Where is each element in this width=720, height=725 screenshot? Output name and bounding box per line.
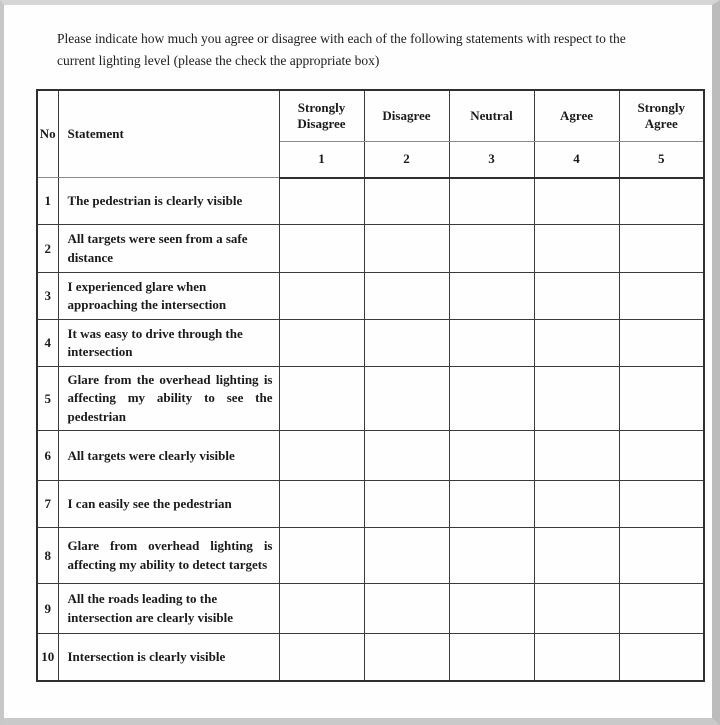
- rating-cell[interactable]: [279, 431, 364, 481]
- column-header-strongly-disagree: Strongly Disagree: [279, 90, 364, 142]
- rating-cell[interactable]: [449, 528, 534, 584]
- rating-cell[interactable]: [449, 178, 534, 225]
- row-number: 9: [37, 584, 58, 634]
- rating-cell[interactable]: [449, 481, 534, 528]
- rating-cell[interactable]: [364, 320, 449, 367]
- rating-cell[interactable]: [619, 481, 704, 528]
- rating-cell[interactable]: [279, 528, 364, 584]
- table-row: [37, 273, 704, 320]
- statement-text: Glare from overhead lighting is affecting my ability to detect targets: [58, 528, 279, 584]
- rating-cell[interactable]: [534, 225, 619, 273]
- statement-text: The pedestrian is clearly visible: [58, 178, 279, 225]
- scale-value-5: 5: [619, 142, 704, 178]
- rating-cell[interactable]: [619, 634, 704, 681]
- column-header-disagree: Disagree: [364, 90, 449, 142]
- rating-cell[interactable]: [619, 528, 704, 584]
- rating-cell[interactable]: [534, 634, 619, 681]
- table-row: [37, 367, 704, 431]
- rating-cell[interactable]: [364, 634, 449, 681]
- row-number: 3: [37, 273, 58, 320]
- statement-text: It was easy to drive through the intersection: [58, 320, 279, 367]
- rating-cell[interactable]: [279, 225, 364, 273]
- rating-cell[interactable]: [279, 178, 364, 225]
- rating-cell[interactable]: [449, 273, 534, 320]
- scale-value-1: 1: [279, 142, 364, 178]
- statement-text: Glare from the overhead lighting is affecting my ability to see the pedestrian: [58, 367, 279, 431]
- rating-cell[interactable]: [534, 273, 619, 320]
- rating-cell[interactable]: [279, 481, 364, 528]
- rating-cell[interactable]: [449, 320, 534, 367]
- rating-cell[interactable]: [619, 367, 704, 431]
- rating-cell[interactable]: [364, 273, 449, 320]
- rating-cell[interactable]: [364, 481, 449, 528]
- rating-cell[interactable]: [364, 225, 449, 273]
- statement-text: Intersection is clearly visible: [58, 634, 279, 681]
- rating-cell[interactable]: [534, 481, 619, 528]
- row-number: 2: [37, 225, 58, 273]
- statement-text: All targets were seen from a safe distance: [58, 225, 279, 273]
- rating-cell[interactable]: [279, 273, 364, 320]
- rating-cell[interactable]: [364, 431, 449, 481]
- table-row: [37, 320, 704, 367]
- rating-cell[interactable]: [279, 367, 364, 431]
- rating-cell[interactable]: [364, 178, 449, 225]
- rating-cell[interactable]: [534, 178, 619, 225]
- rating-cell[interactable]: [619, 225, 704, 273]
- table-row: [37, 481, 704, 528]
- instructions-text: Please indicate how much you agree or disagree with each of the following statements with respect to the current lighting level (please the check the appropriate box): [57, 31, 626, 69]
- row-number: 10: [37, 634, 58, 681]
- statement-text: All the roads leading to the intersection are clearly visible: [58, 584, 279, 634]
- rating-cell[interactable]: [534, 584, 619, 634]
- rating-cell[interactable]: [449, 367, 534, 431]
- statement-text: I can easily see the pedestrian: [58, 481, 279, 528]
- rating-cell[interactable]: [449, 634, 534, 681]
- rating-cell[interactable]: [534, 320, 619, 367]
- rating-cell[interactable]: [619, 431, 704, 481]
- table-row: [37, 634, 704, 681]
- rating-cell[interactable]: [364, 528, 449, 584]
- row-number: 4: [37, 320, 58, 367]
- likert-scale-table: [36, 89, 705, 682]
- rating-cell[interactable]: [534, 367, 619, 431]
- table-row: [37, 225, 704, 273]
- row-number: 8: [37, 528, 58, 584]
- rating-cell[interactable]: [619, 320, 704, 367]
- table-row: [37, 584, 704, 634]
- statement-text: I experienced glare when approaching the intersection: [58, 273, 279, 320]
- header-label-row: [37, 90, 704, 142]
- rating-cell[interactable]: [619, 178, 704, 225]
- scale-value-4: 4: [534, 142, 619, 178]
- column-header-no: No: [37, 90, 58, 178]
- rating-cell[interactable]: [364, 367, 449, 431]
- rating-cell[interactable]: [449, 431, 534, 481]
- rating-cell[interactable]: [449, 225, 534, 273]
- row-number: 6: [37, 431, 58, 481]
- row-number: 5: [37, 367, 58, 431]
- column-header-neutral: Neutral: [449, 90, 534, 142]
- rating-cell[interactable]: [534, 431, 619, 481]
- table-row: [37, 431, 704, 481]
- rating-cell[interactable]: [279, 320, 364, 367]
- column-header-agree: Agree: [534, 90, 619, 142]
- statement-text: All targets were clearly visible: [58, 431, 279, 481]
- row-number: 7: [37, 481, 58, 528]
- table-row: [37, 528, 704, 584]
- rating-cell[interactable]: [279, 634, 364, 681]
- scale-value-2: 2: [364, 142, 449, 178]
- rating-cell[interactable]: [364, 584, 449, 634]
- column-header-strongly-agree: Strongly Agree: [619, 90, 704, 142]
- row-number: 1: [37, 178, 58, 225]
- rating-cell[interactable]: [619, 273, 704, 320]
- column-header-statement: Statement: [58, 90, 279, 178]
- rating-cell[interactable]: [449, 584, 534, 634]
- rating-cell[interactable]: [534, 528, 619, 584]
- scale-value-3: 3: [449, 142, 534, 178]
- rating-cell[interactable]: [619, 584, 704, 634]
- table-row: [37, 178, 704, 225]
- rating-cell[interactable]: [279, 584, 364, 634]
